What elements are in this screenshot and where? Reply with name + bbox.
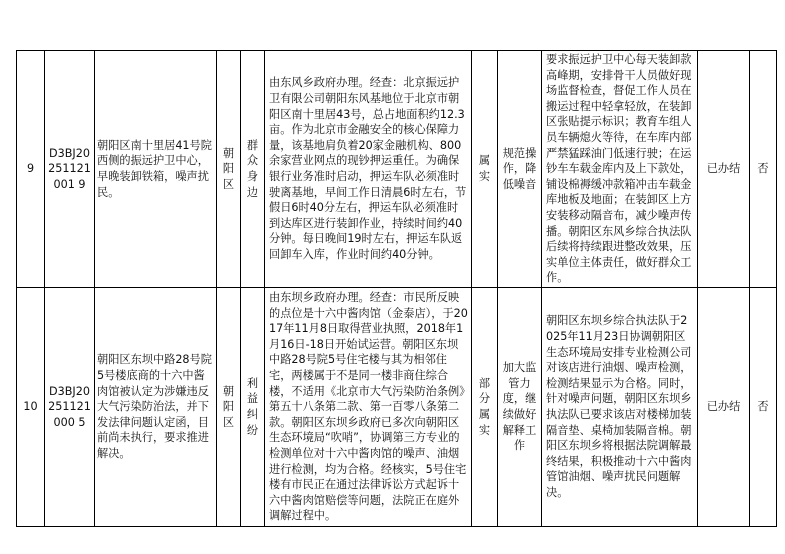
- issue-description: 朝阳区东坝中路28号院5号楼底商的十六中酱肉馆被认定为涉嫌违反大气污染防治法，并下发法律问题认定函，目前尚未执行，要求推进解决。: [95, 288, 217, 527]
- rectification: 朝阳区东坝乡综合执法队于2025年11月23日协调朝阳区生态环境局安排专业检测公司对该店进行油烟、噪声检测，检测结果显示为合格。同时，针对噪声问题，朝阳区东坝乡执法队已要求该店对楼梯加装隔音垫、桌椅加装隔音棉。朝阳区东坝乡将根据法院调解最终结果，积极推动十六中酱肉管馆油烟、噪声扰民问题解决。: [542, 288, 698, 527]
- handling-measure: 加大监管力度，继续做好解释工作: [498, 288, 542, 527]
- rectification: 要求振远护卫中心每天装卸款高峰期，安排骨干人员做好现场监督检查，督促工作人员在搬运过程中轻拿轻放，在装卸区张贴提示标识；教育车组人员车辆熄火等待，在车库内部严禁猛踩油门低速行驶；在运钞车车载金库内及上下款处，铺设棉褥缓冲款箱冲击车载金库地板及地面；在装卸区上方安装移动隔音布，减少噪声传播。朝阳区东风乡综合执法队后续将持续跟进整改效果，压实单位主体责任，做好群众工作。: [542, 51, 698, 288]
- district: 朝阳区: [217, 51, 241, 288]
- complaint-table: [16, 50, 777, 527]
- table-row: [17, 288, 777, 527]
- row-index: 10: [17, 288, 45, 527]
- verdict: 属实: [472, 51, 498, 288]
- issue-description: 朝阳区南十里居41号院西侧的振远护卫中心，早晚装卸铁箱，噪声扰民。: [95, 51, 217, 288]
- investigation-result: 由东风乡政府办理。经查：北京振远护卫有限公司朝阳东风基地位于北京市朝阳区南十里居43号，总占地面积约12.3亩。作为北京市金融安全的核心保障力量，该基地肩负着20家金融机构、800余家营业网点的现钞押运重任。为确保银行业务准时启动，押运车队必须准时驶离基地，早间工作日清晨6时左右，节假日6时40分左右，押运车队必须准时到达库区进行装卸作业，持续时间约40分钟。每日晚间19时左右，押运车队返回卸车入库，作业时间约40分钟。: [265, 51, 472, 288]
- case-code: D3BJ20251121001 9: [45, 51, 95, 288]
- investigation-result: 由东坝乡政府办理。经查：市民所反映的点位是十六中酱肉馆（金泰店），于2017年11月8日取得营业执照，2018年1月16日-18日开始试运营。朝阳区东坝中路28号院5号住宅楼与其为相邻住宅，两楼属于不是同一楼非商住综合楼，不适用《北京市大气污染防治条例》第五十八条第二款、第一百零八条第二款。朝阳区东坝乡政府已多次向朝阳区生态环境局“吹哨”，协调第三方专业的检测单位对十六中酱肉馆的噪声、油烟进行检测，均为合格。经核实，5号住宅楼有市民正在通过法律诉讼方式起诉十六中酱肉馆赔偿等问题，法院正在庭外调解过程中。: [265, 288, 472, 527]
- accountability: 否: [750, 288, 777, 527]
- case-code: D3BJ20251121000 5: [45, 288, 95, 527]
- status: 已办结: [698, 51, 750, 288]
- issue-category: 利益纠纷: [241, 288, 265, 527]
- status: 已办结: [698, 288, 750, 527]
- handling-measure: 规范操作，降低噪音: [498, 51, 542, 288]
- accountability: 否: [750, 51, 777, 288]
- row-index: 9: [17, 51, 45, 288]
- table-row: [17, 51, 777, 288]
- district: 朝阳区: [217, 288, 241, 527]
- verdict: 部分属实: [472, 288, 498, 527]
- issue-category: 群众身边: [241, 51, 265, 288]
